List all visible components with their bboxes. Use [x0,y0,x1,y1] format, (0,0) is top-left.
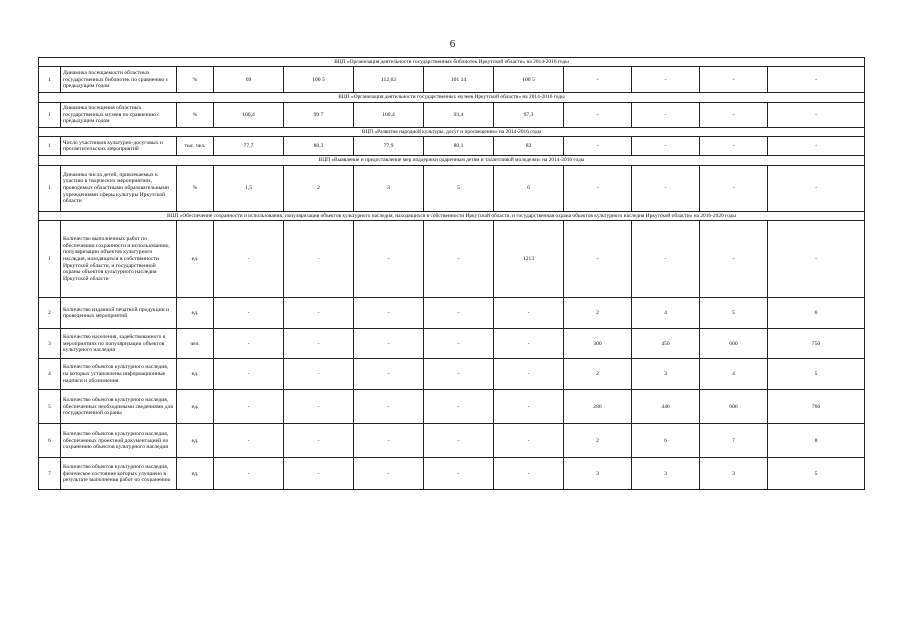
value-cell: - [564,137,632,156]
row-number: 2 [39,298,61,329]
value-cell: 100 5 [494,67,564,93]
value-cell: - [424,221,494,298]
table-row [39,298,865,329]
section-title: ВЦП «Организация деятельности государственных библиотек Иркутской области» на 2014-2016 годы [39,58,865,67]
value-cell: - [424,329,494,359]
value-cell: 2 [564,298,632,329]
value-cell: - [214,424,284,458]
value-cell: 69 [214,67,284,93]
value-cell: 2 [284,165,354,211]
table-row [39,390,865,424]
value-cell: - [700,102,768,127]
value-cell: - [768,102,865,127]
value-cell: - [214,359,284,390]
value-cell: - [214,458,284,490]
indicator-name: Динамика посещения областных государственных музеев по сравнению с предыдущим годом [61,102,177,127]
value-cell: - [700,67,768,93]
value-cell: 3 [564,458,632,490]
value-cell: 766 [768,390,865,424]
table-row [39,458,865,490]
unit-of-measure: ед. [177,359,214,390]
value-cell: 100,4 [354,102,424,127]
value-cell: 600 [700,329,768,359]
table-row [39,359,865,390]
unit-of-measure: % [177,67,214,93]
value-cell: - [424,424,494,458]
value-cell: 2 [564,424,632,458]
indicator-name: Количество населения, задействованного в мероприятиях по популяризации объектов культурного наследия [61,329,177,359]
row-number: 1 [39,221,61,298]
value-cell: 4 [632,298,700,329]
value-cell: 5 [700,298,768,329]
value-cell: 7 [700,424,768,458]
unit-of-measure: % [177,165,214,211]
row-number: 1 [39,67,61,93]
value-cell: 3 [354,165,424,211]
value-cell: - [768,221,865,298]
section-header-row [39,93,865,102]
value-cell: 606 [700,390,768,424]
value-cell: - [284,221,354,298]
value-cell: - [284,458,354,490]
value-cell: - [564,165,632,211]
section-header-row [39,127,865,136]
value-cell: 80,3 [284,137,354,156]
value-cell: - [214,221,284,298]
value-cell: - [768,165,865,211]
value-cell: - [284,390,354,424]
row-number: 5 [39,390,61,424]
row-number: 4 [39,359,61,390]
value-cell: - [424,359,494,390]
row-number: 1 [39,165,61,211]
value-cell: - [214,390,284,424]
value-cell: - [632,102,700,127]
value-cell: - [354,329,424,359]
value-cell: 93,4 [424,102,494,127]
value-cell: 5 [768,458,865,490]
value-cell: - [494,424,564,458]
value-cell: 1,5 [214,165,284,211]
value-cell: 3 [632,359,700,390]
value-cell: 2 [564,359,632,390]
value-cell: - [768,67,865,93]
value-cell: 300 [564,329,632,359]
section-title: ВЦП «Развитие народной культуры, досуг и просвещение» на 2014-2016 годы [39,127,865,136]
page-number: 6 [449,38,456,50]
indicator-name: Количество выполненных работ по обеспечению сохранности и использованию, популяризации объектов культурного наследия, находящихся в собственности Иркутской области, и государственной охраны объектов культурного наследия Иркутской области [61,221,177,298]
indicator-name: Количество объектов культурного наследия, на которых установлены информационные надписи и обозначения [61,359,177,390]
value-cell: - [354,221,424,298]
value-cell: 8 [768,424,865,458]
value-cell: - [354,390,424,424]
unit-of-measure: % [177,102,214,127]
value-cell: 5 [768,359,865,390]
unit-of-measure: ед. [177,221,214,298]
value-cell: - [284,359,354,390]
value-cell: 286 [564,390,632,424]
row-number: 6 [39,424,61,458]
value-cell: 6 [768,298,865,329]
value-cell: 5 [424,165,494,211]
row-number: 1 [39,102,61,127]
table-row [39,424,865,458]
unit-of-measure: чел. [177,329,214,359]
value-cell: - [494,458,564,490]
value-cell: - [700,221,768,298]
value-cell: - [632,67,700,93]
value-cell: - [424,298,494,329]
row-number: 7 [39,458,61,490]
value-cell: 112,62 [354,67,424,93]
value-cell: - [354,424,424,458]
unit-of-measure: ед. [177,458,214,490]
value-cell: 1213 [494,221,564,298]
value-cell: - [494,298,564,329]
value-cell: - [424,458,494,490]
value-cell: 446 [632,390,700,424]
value-cell: - [214,329,284,359]
section-header-row [39,211,865,220]
row-number: 1 [39,137,61,156]
value-cell: 97,3 [494,102,564,127]
section-header-row [39,58,865,67]
value-cell: 83 [494,137,564,156]
unit-of-measure: тыс. чел. [177,137,214,156]
value-cell: - [494,390,564,424]
value-cell: - [700,165,768,211]
value-cell: 77,7 [214,137,284,156]
indicator-name: Количество объектов культурного наследия, физическое состояние которых улучшено в результате выполнения работ по сохранению [61,458,177,490]
unit-of-measure: ед. [177,424,214,458]
table-row [39,221,865,298]
value-cell: - [494,359,564,390]
value-cell: - [632,221,700,298]
value-cell: - [424,390,494,424]
section-title: ВЦП «Выявление и предоставление мер поддержки одаренным детям и талантливой молодежи» на 2014-2016 годы [39,156,865,165]
value-cell: - [632,165,700,211]
value-cell: - [564,221,632,298]
value-cell: 6 [494,165,564,211]
value-cell: - [354,359,424,390]
table-row [39,137,865,156]
table-row [39,329,865,359]
value-cell: 99 7 [284,102,354,127]
value-cell: - [284,298,354,329]
section-title: ВЦП «Обеспечение сохранности и использования, популяризация объектов культурного наследия, находящихся в собственности Иркутской области, и государственная охрана объектов культурного наследия Иркутской области» на 2016-2020 годы [39,211,865,220]
value-cell: - [768,137,865,156]
value-cell: - [284,424,354,458]
value-cell: 101 14 [424,67,494,93]
value-cell: - [564,102,632,127]
value-cell: 3 [700,458,768,490]
value-cell: 750 [768,329,865,359]
table-row [39,102,865,127]
value-cell: - [632,137,700,156]
indicator-name: Количество изданной печатной продукции и проведенных мероприятий [61,298,177,329]
value-cell: 100,4 [214,102,284,127]
indicators-table [38,57,865,490]
value-cell: - [214,298,284,329]
value-cell: 77,9 [354,137,424,156]
unit-of-measure: ед. [177,390,214,424]
value-cell: - [494,329,564,359]
value-cell: 450 [632,329,700,359]
value-cell: 100 5 [284,67,354,93]
value-cell: 4 [700,359,768,390]
indicator-name: Число участников культурно-досуговых и просветительских мероприятий [61,137,177,156]
value-cell: 6 [632,424,700,458]
value-cell: 3 [632,458,700,490]
section-title: ВЦП «Организация деятельности государственных музеев Иркутской области» на 2014-2016 годы [39,93,865,102]
table-row [39,165,865,211]
indicator-name: Динамика числа детей, привлекаемых к участию в творческих мероприятиях, проводимых областными образовательными учреждениями сферы культуры Иркутской области [61,165,177,211]
row-number: 3 [39,329,61,359]
value-cell: - [284,329,354,359]
indicator-name: Динамика посещаемости областных государственных библиотек по сравнению с предыдущим годом [61,67,177,93]
value-cell: 80,1 [424,137,494,156]
indicator-name: Количество объектов культурного наследия, обеспеченных проектной документацией по сохранению объектов культурного наследия [61,424,177,458]
section-header-row [39,156,865,165]
value-cell: - [564,67,632,93]
value-cell: - [700,137,768,156]
table-row [39,67,865,93]
value-cell: - [354,298,424,329]
unit-of-measure: ед. [177,298,214,329]
indicator-name: Количество объектов культурного наследия, обеспеченных необходимыми сведениями для государственной охраны [61,390,177,424]
value-cell: - [354,458,424,490]
